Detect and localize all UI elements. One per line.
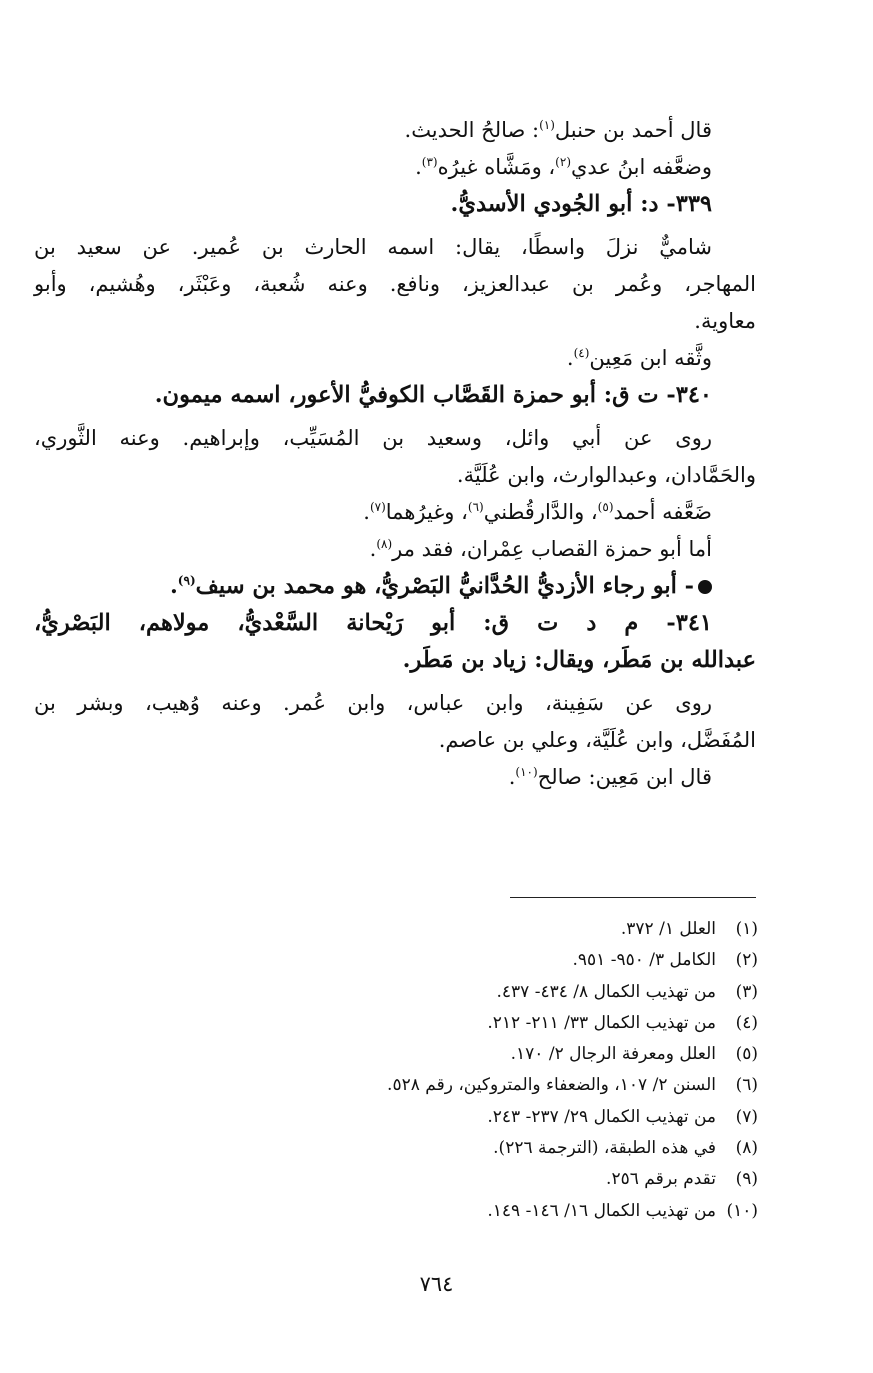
footnote-item (260, 1196, 758, 1227)
footnote-ref[interactable]: (٦) (467, 500, 484, 514)
footnote-text: من تهذيب الكمال ٣٣/ ٢١١- ٢١٢. (487, 1012, 716, 1033)
footnotes (260, 914, 758, 1227)
footnote-text: العلل ١/ ٣٧٢. (620, 919, 716, 939)
footnote-ref[interactable]: (١) (539, 118, 555, 132)
footnote-text: الكامل ٣/ ٩٥٠- ٩٥١. (572, 950, 716, 971)
footnote-text: تقدم برقم ٢٥٦. (606, 1169, 716, 1190)
text-line: والحَمَّادان، وعبدالوارث، وابن عُلَيَّة. (456, 463, 756, 487)
entry-heading-340: ٣٤٠- ت ق: أبو حمزة القَصَّاب الكوفيُّ الأعور، اسمه ميمون. (154, 382, 712, 408)
text-line: روى عن سَفِينة، وابن عباس، وابن عُمر. وعنه وُهيب، وبشر بن (34, 691, 712, 715)
footnote-text: من تهذيب الكمال ١٦/ ١٤٦- ١٤٩. (487, 1200, 716, 1221)
text-line (34, 494, 756, 531)
footnote-item (260, 1070, 758, 1101)
text-span: . (566, 346, 574, 370)
text-line (34, 149, 756, 186)
entry-heading-341: ٣٤١- م د ت ق: أبو رَيْحانة السَّعْديُّ، مولاهم، البَصْريُّ، (34, 610, 712, 636)
footnote-text: العلل ومعرفة الرجال ٢/ ١٧٠. (510, 1044, 716, 1065)
footnote-number: (٩) (735, 1169, 758, 1190)
page-number: ٧٦٤ (419, 1272, 454, 1296)
text-span: وثَّقه ابن مَعِين (589, 346, 712, 370)
footnote-item (260, 914, 758, 945)
footnote-ref[interactable]: (٨) (376, 537, 393, 551)
text-span: . (508, 765, 516, 789)
footnote-number: (٥) (735, 1044, 758, 1065)
footnote-item (260, 1133, 758, 1164)
footnote-item (260, 1008, 758, 1039)
footnote-text: السنن ٢/ ١٠٧، والضعفاء والمتروكين، رقم ٥٢٨. (387, 1075, 716, 1096)
footnote-ref[interactable]: (١٠) (515, 765, 538, 779)
footnote-ref[interactable]: (٤) (573, 346, 590, 360)
footnote-divider (510, 897, 756, 898)
text-span: : صالحُ الحديث. (404, 118, 540, 142)
footnote-text: من تهذيب الكمال ٨/ ٤٣٤- ٤٣٧. (496, 981, 716, 1002)
footnote-ref[interactable]: (٢) (555, 155, 571, 169)
footnote-number: (١٠) (726, 1200, 758, 1221)
text-span: . (415, 155, 422, 179)
footnote-number: (٨) (735, 1138, 758, 1159)
footnote-number: (٤) (735, 1012, 758, 1033)
text-span: . (363, 500, 370, 524)
footnote-number: (٣) (735, 981, 758, 1002)
text-span: وضعَّفه ابنُ عدي (571, 155, 712, 179)
footnote-item (260, 1102, 758, 1133)
footnote-text: في هذه الطبقة، (الترجمة ٢٢٦). (493, 1138, 716, 1159)
text-span: - أبو رجاء الأزديُّ الحُدَّانيُّ البَصْريُّ، هو محمد بن سيف (195, 573, 694, 599)
text-span: قال أحمد بن حنبل (554, 118, 712, 142)
main-text (34, 112, 756, 796)
text-line (34, 531, 756, 568)
footnote-text: من تهذيب الكمال ٢٩/ ٢٣٧- ٢٤٣. (487, 1106, 716, 1127)
footnote-item (260, 945, 758, 976)
text-span: قال ابن مَعِين: صالح (537, 765, 712, 789)
text-line: روى عن أبي وائل، وسعيد بن المُسَيِّب، وإبراهيم. وعنه الثَّوري، (34, 426, 712, 450)
footnote-ref[interactable]: (٩) (177, 573, 196, 588)
text-line: معاوية. (694, 309, 756, 333)
text-span: ضَعَّفه أحمد (613, 500, 712, 524)
footnote-number: (٧) (735, 1106, 758, 1127)
footnote-number: (١) (735, 919, 758, 939)
cross-reference-heading (34, 568, 756, 605)
footnote-item (260, 977, 758, 1008)
footnote-ref[interactable]: (٧) (369, 500, 386, 514)
text-line: شاميٌّ نزلَ واسطًا، يقال: اسمه الحارث بن عُمير. عن سعيد بن (34, 235, 712, 259)
footnote-item (260, 1039, 758, 1070)
footnote-number: (٦) (735, 1075, 758, 1096)
text-span: ، ومَشَّاه غيرُه (437, 155, 556, 179)
footnote-item (260, 1164, 758, 1195)
text-span: . (369, 537, 377, 561)
text-span: أما أبو حمزة القصاب عِمْران، فقد مر (392, 537, 712, 561)
text-span: ، والدَّارقُطني (483, 500, 598, 524)
text-line: المهاجر، وعُمر بن عبدالعزيز، ونافع. وعنه شُعبة، وعَبْثَر، وهُشيم، وأبو (34, 272, 756, 296)
text-span: . (169, 573, 178, 599)
text-line: المُفَضَّل، وابن عُلَيَّة، وعلي بن عاصم. (438, 728, 756, 752)
entry-heading-341-cont: عبدالله بن مَطَر، ويقال: زياد بن مَطَر. (402, 647, 756, 673)
footnote-ref[interactable]: (٣) (421, 155, 438, 169)
footnote-ref[interactable]: (٥) (597, 500, 614, 514)
text-span: ، وغيرُهما (385, 500, 468, 524)
text-line (34, 759, 756, 796)
text-line (34, 112, 756, 149)
bullet-icon (698, 580, 712, 594)
footnote-number: (٢) (735, 950, 758, 971)
entry-heading-339: ٣٣٩- د: أبو الجُودي الأسديُّ. (450, 191, 712, 217)
text-line (34, 340, 756, 377)
